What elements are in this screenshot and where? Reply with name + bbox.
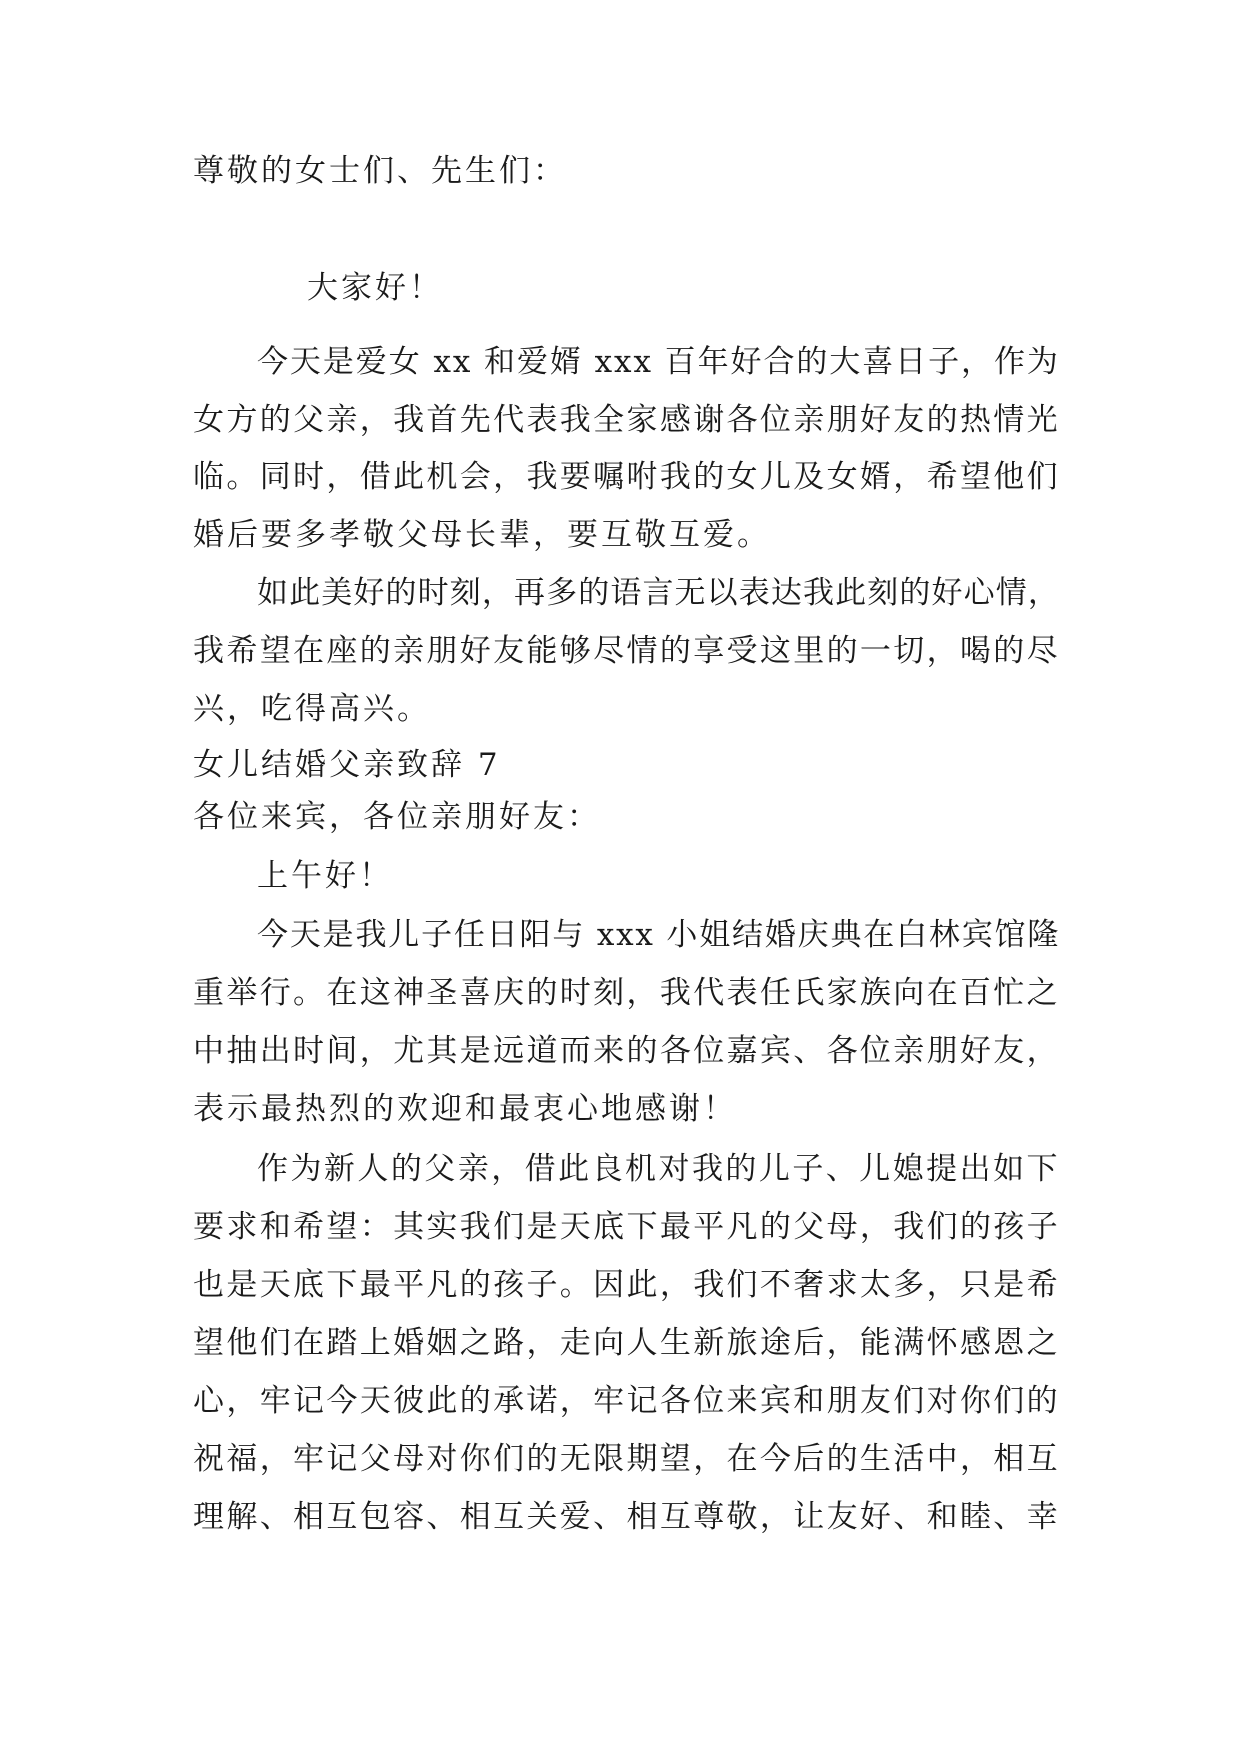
paragraph-line: 也是天底下最平凡的孩子。因此，我们不奢求太多，只是希 bbox=[193, 1267, 1060, 1303]
paragraph-line: 兴，吃得高兴。 bbox=[193, 691, 431, 727]
paragraph-line: 重举行。在这神圣喜庆的时刻，我代表任氏家族向在百忙之 bbox=[193, 975, 1060, 1011]
paragraph-line: 如此美好的时刻，再多的语言无以表达我此刻的好心情， bbox=[257, 575, 1060, 611]
paragraph-line: 今天是我儿子任日阳与 xxx 小姐结婚庆典在白林宾馆隆 bbox=[257, 917, 1061, 953]
paragraph-line: 祝福，牢记父母对你们的无限期望，在今后的生活中，相互 bbox=[193, 1441, 1060, 1477]
paragraph-line: 中抽出时间，尤其是远道而来的各位嘉宾、各位亲朋好友， bbox=[193, 1033, 1060, 1069]
paragraph-line: 今天是爱女 xx 和爱婿 xxx 百年好合的大喜日子，作为 bbox=[257, 344, 1060, 380]
greeting-line: 上午好！ bbox=[257, 858, 393, 894]
paragraph-line: 临。同时，借此机会，我要嘱咐我的女儿及女婿，希望他们 bbox=[193, 459, 1060, 495]
paragraph-line: 婚后要多孝敬父母长辈，要互敬互爱。 bbox=[193, 517, 771, 553]
paragraph-line: 女方的父亲，我首先代表我全家感谢各位亲朋好友的热情光 bbox=[193, 402, 1060, 438]
salutation-line: 各位来宾，各位亲朋好友： bbox=[193, 799, 601, 835]
paragraph-line: 表示最热烈的欢迎和最衷心地感谢！ bbox=[193, 1091, 737, 1127]
paragraph-line: 理解、相互包容、相互关爱、相互尊敬，让友好、和睦、幸 bbox=[193, 1499, 1060, 1535]
paragraph-line: 我希望在座的亲朋好友能够尽情的享受这里的一切，喝的尽 bbox=[193, 633, 1060, 669]
paragraph-line: 作为新人的父亲，借此良机对我的儿子、儿媳提出如下 bbox=[257, 1151, 1060, 1187]
paragraph-line: 要求和希望：其实我们是天底下最平凡的父母，我们的孩子 bbox=[193, 1209, 1060, 1245]
paragraph-line: 望他们在踏上婚姻之路，走向人生新旅途后，能满怀感恩之 bbox=[193, 1325, 1060, 1361]
paragraph-line: 心，牢记今天彼此的承诺，牢记各位来宾和朋友们对你们的 bbox=[193, 1383, 1060, 1419]
section-heading: 女儿结婚父亲致辞 7 bbox=[193, 747, 501, 783]
salutation-line: 尊敬的女士们、先生们： bbox=[193, 153, 567, 189]
greeting-line: 大家好！ bbox=[307, 270, 443, 306]
